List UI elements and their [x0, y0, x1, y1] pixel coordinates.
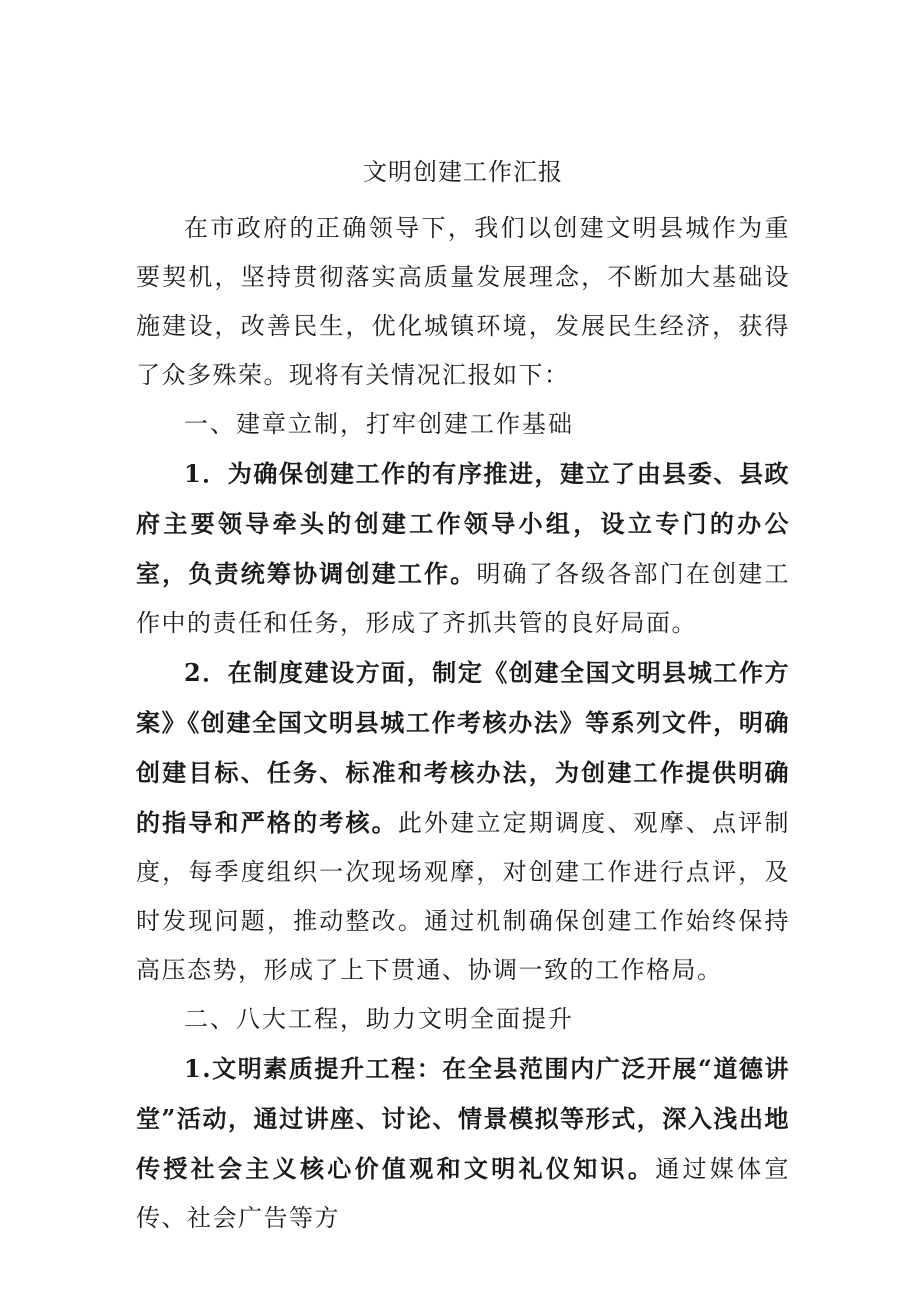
intro-paragraph: 在市政府的正确领导下，我们以创建文明县城作为重要契机，坚持贯彻落实高质量发展理念，不断加大基础设施建设，改善民生，优化城镇环境，发展民生经济，获得了众多殊荣。现将有关情况汇报如下：: [136, 214, 790, 389]
section-1-item-2: [136, 648, 790, 995]
document-body: [136, 148, 790, 1243]
document-title: 文明创建工作汇报: [363, 158, 563, 186]
section-1-item-1: [136, 449, 790, 648]
section-2-item-1-bold-text: 1.文明素质提升工程：在全县范围内广泛开展“道德讲堂”活动，通过讲座、讨论、情景模拟等形式，深入浅出地传授社会主义核心价值观和文明礼仪知识。: [136, 1054, 790, 1183]
section-1-item-2-text: 此外建立定期调度、观摩、点评制度，每季度组织一次现场观摩，对创建工作进行点评，及时发现问题，推动整改。通过机制确保创建工作始终保持高压态势，形成了上下贯通、协调一致的工作格局。: [136, 809, 790, 984]
section-1-item-1-text: 明确了各级各部门在创建工作中的责任和任务，形成了齐抓共管的良好局面。: [136, 560, 790, 637]
section-1-heading: 一、建章立制，打牢创建工作基础: [184, 410, 574, 438]
section-1-item-2-bold-text: 2．在制度建设方面，制定《创建全国文明县城工作方案》《创建全国文明县城工作考核办法》等系列文件，明确创建目标、任务、标准和考核办法，为创建工作提供明确的指导和严格的考核。: [136, 658, 790, 837]
section-2-heading: 二、八大工程，助力文明全面提升: [184, 1005, 574, 1033]
section-1-item-1-bold-text: 1．为确保创建工作的有序推进，建立了由县委、县政府主要领导牵头的创建工作领导小组，设立专门的办公室，负责统筹协调创建工作。: [136, 459, 790, 588]
section-2-item-1: [136, 1044, 790, 1243]
section-2-item-1-text: 通过媒体宣传、社会广告等方: [136, 1155, 791, 1232]
